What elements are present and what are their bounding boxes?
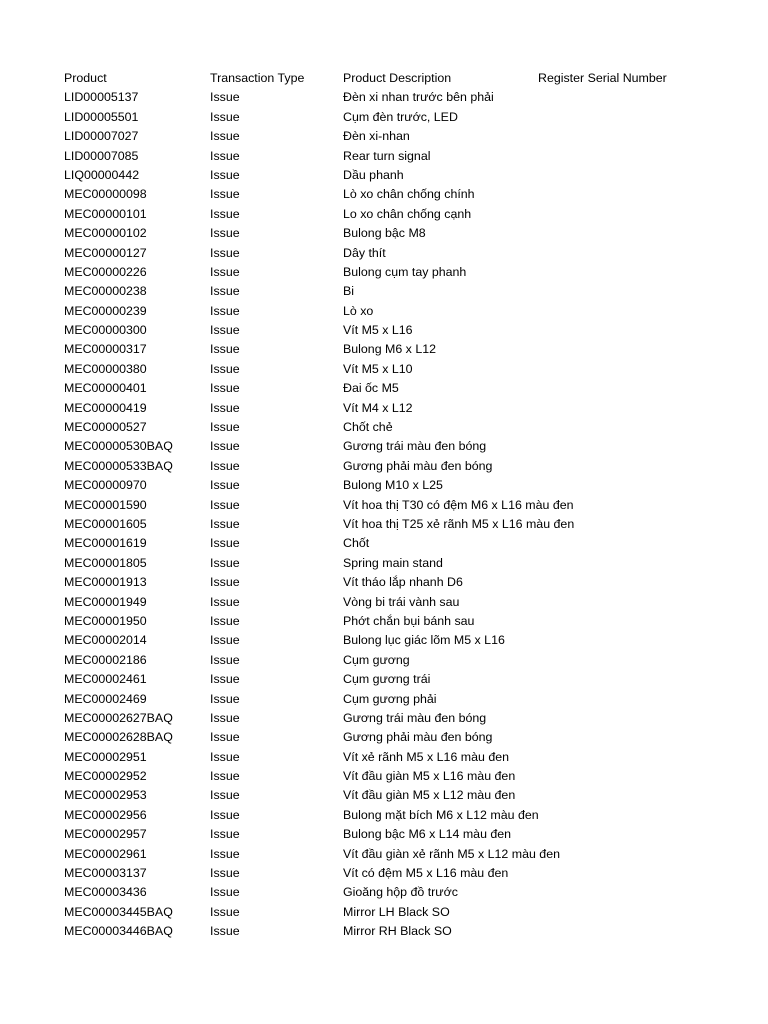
cell-transaction-type: Issue bbox=[210, 575, 240, 590]
cell-transaction-type: Issue bbox=[210, 691, 240, 706]
table-row bbox=[64, 748, 754, 767]
table-row bbox=[64, 496, 754, 515]
header-transaction-type: Transaction Type bbox=[210, 71, 305, 85]
cell-product: MEC00002956 bbox=[64, 807, 147, 822]
cell-product: LID00005501 bbox=[64, 109, 139, 124]
cell-product-description: Vít hoa thị T25 xẻ rãnh M5 x L16 màu đen bbox=[343, 516, 575, 531]
table-row bbox=[64, 612, 754, 631]
table-row bbox=[64, 282, 754, 301]
cell-product-description: Bulong M10 x L25 bbox=[343, 478, 443, 493]
table-row bbox=[64, 457, 754, 476]
table-row bbox=[64, 864, 754, 883]
cell-product-description: Chốt bbox=[343, 536, 370, 551]
cell-product: MEC00002627BAQ bbox=[64, 710, 173, 725]
cell-transaction-type: Issue bbox=[210, 129, 240, 144]
cell-transaction-type: Issue bbox=[210, 206, 240, 221]
cell-product-description: Cụm gương bbox=[343, 652, 410, 667]
cell-transaction-type: Issue bbox=[210, 904, 240, 919]
table-row bbox=[64, 224, 754, 243]
table-row bbox=[64, 205, 754, 224]
cell-transaction-type: Issue bbox=[210, 827, 240, 842]
cell-product-description: Đai ốc M5 bbox=[343, 381, 399, 396]
cell-product: MEC00001913 bbox=[64, 575, 147, 590]
cell-product-description: Cụm gương phải bbox=[343, 691, 437, 706]
cell-transaction-type: Issue bbox=[210, 226, 240, 241]
table-row bbox=[64, 670, 754, 689]
cell-transaction-type: Issue bbox=[210, 342, 240, 357]
cell-product: MEC00002014 bbox=[64, 633, 147, 648]
cell-product: MEC00001805 bbox=[64, 555, 147, 570]
table-row bbox=[64, 825, 754, 844]
cell-transaction-type: Issue bbox=[210, 749, 240, 764]
cell-product: MEC00003137 bbox=[64, 866, 147, 881]
cell-transaction-type: Issue bbox=[210, 187, 240, 202]
cell-transaction-type: Issue bbox=[210, 148, 240, 163]
cell-product: MEC00000127 bbox=[64, 245, 147, 260]
cell-product-description: Vít đầu giàn M5 x L16 màu đen bbox=[343, 769, 516, 784]
cell-transaction-type: Issue bbox=[210, 381, 240, 396]
cell-product-description: Mirror LH Black SO bbox=[343, 904, 450, 919]
cell-product: MEC00003436 bbox=[64, 885, 147, 900]
cell-product: MEC00000527 bbox=[64, 420, 147, 435]
table-row bbox=[64, 554, 754, 573]
cell-transaction-type: Issue bbox=[210, 420, 240, 435]
table-row bbox=[64, 922, 754, 941]
cell-transaction-type: Issue bbox=[210, 885, 240, 900]
cell-transaction-type: Issue bbox=[210, 323, 240, 338]
cell-transaction-type: Issue bbox=[210, 866, 240, 881]
table-row bbox=[64, 399, 754, 418]
table-row bbox=[64, 767, 754, 786]
cell-product: MEC00000098 bbox=[64, 187, 147, 202]
table-row bbox=[64, 379, 754, 398]
cell-product-description: Bulong M6 x L12 bbox=[343, 342, 436, 357]
cell-product: MEC00000533BAQ bbox=[64, 458, 173, 473]
table-row bbox=[64, 515, 754, 534]
table-row bbox=[64, 360, 754, 379]
cell-product-description: Đèn xi-nhan bbox=[343, 129, 410, 144]
cell-product-description: Vít M4 x L12 bbox=[343, 400, 413, 415]
table-row bbox=[64, 690, 754, 709]
table-body bbox=[64, 88, 754, 941]
cell-transaction-type: Issue bbox=[210, 652, 240, 667]
cell-transaction-type: Issue bbox=[210, 284, 240, 299]
cell-product-description: Cụm đèn trước, LED bbox=[343, 109, 458, 124]
cell-product: LIQ00000442 bbox=[64, 167, 140, 182]
table-row bbox=[64, 573, 754, 592]
cell-product-description: Cụm gương trái bbox=[343, 672, 431, 687]
table-row bbox=[64, 806, 754, 825]
cell-product-description: Lo xo chân chống cạnh bbox=[343, 206, 472, 221]
cell-product: MEC00001605 bbox=[64, 516, 147, 531]
header-register-serial-number: Register Serial Number bbox=[538, 71, 667, 85]
cell-product: MEC00002461 bbox=[64, 672, 147, 687]
cell-product-description: Gương phải màu đen bóng bbox=[343, 730, 493, 745]
cell-product: MEC00000419 bbox=[64, 400, 147, 415]
cell-product: MEC00002186 bbox=[64, 652, 147, 667]
cell-product-description: Gương phải màu đen bóng bbox=[343, 458, 493, 473]
cell-product-description: Gương trái màu đen bóng bbox=[343, 439, 487, 454]
cell-product-description: Vít M5 x L10 bbox=[343, 361, 413, 376]
table-row bbox=[64, 147, 754, 166]
table-row bbox=[64, 903, 754, 922]
cell-product: MEC00000401 bbox=[64, 381, 147, 396]
cell-transaction-type: Issue bbox=[210, 730, 240, 745]
cell-product-description: Đèn xi nhan trước bên phải bbox=[343, 90, 494, 105]
cell-transaction-type: Issue bbox=[210, 109, 240, 124]
cell-transaction-type: Issue bbox=[210, 613, 240, 628]
cell-product: MEC00001590 bbox=[64, 497, 147, 512]
cell-product-description: Bi bbox=[343, 284, 355, 299]
table-row bbox=[64, 244, 754, 263]
cell-product-description: Vít đầu giàn xẻ rãnh M5 x L12 màu đen bbox=[343, 846, 560, 861]
table-row bbox=[64, 728, 754, 747]
cell-transaction-type: Issue bbox=[210, 516, 240, 531]
cell-transaction-type: Issue bbox=[210, 536, 240, 551]
cell-product-description: Vít đầu giàn M5 x L12 màu đen bbox=[343, 788, 516, 803]
table-row bbox=[64, 185, 754, 204]
cell-transaction-type: Issue bbox=[210, 264, 240, 279]
table-row bbox=[64, 709, 754, 728]
cell-transaction-type: Issue bbox=[210, 90, 240, 105]
table-row bbox=[64, 302, 754, 321]
cell-product: MEC00002469 bbox=[64, 691, 147, 706]
spreadsheet-table bbox=[64, 69, 754, 942]
cell-product: MEC00001949 bbox=[64, 594, 147, 609]
cell-product: MEC00000300 bbox=[64, 323, 147, 338]
cell-transaction-type: Issue bbox=[210, 439, 240, 454]
cell-product: MEC00001619 bbox=[64, 536, 147, 551]
cell-product: MEC00000380 bbox=[64, 361, 147, 376]
cell-product: LID00007085 bbox=[64, 148, 139, 163]
cell-product: LID00007027 bbox=[64, 129, 139, 144]
cell-transaction-type: Issue bbox=[210, 672, 240, 687]
cell-product-description: Rear turn signal bbox=[343, 148, 431, 163]
cell-product-description: Spring main stand bbox=[343, 555, 443, 570]
cell-product-description: Bulong lục giác lõm M5 x L16 bbox=[343, 633, 505, 648]
cell-transaction-type: Issue bbox=[210, 245, 240, 260]
cell-product: MEC00001950 bbox=[64, 613, 147, 628]
table-row bbox=[64, 321, 754, 340]
cell-product-description: Gioăng hộp đồ trước bbox=[343, 885, 458, 900]
cell-transaction-type: Issue bbox=[210, 710, 240, 725]
cell-transaction-type: Issue bbox=[210, 594, 240, 609]
cell-product: MEC00000238 bbox=[64, 284, 147, 299]
table-row bbox=[64, 476, 754, 495]
cell-product-description: Mirror RH Black SO bbox=[343, 924, 452, 939]
cell-transaction-type: Issue bbox=[210, 167, 240, 182]
cell-product: MEC00000317 bbox=[64, 342, 147, 357]
cell-product: MEC00000970 bbox=[64, 478, 147, 493]
table-row bbox=[64, 534, 754, 553]
cell-transaction-type: Issue bbox=[210, 478, 240, 493]
cell-transaction-type: Issue bbox=[210, 633, 240, 648]
cell-transaction-type: Issue bbox=[210, 807, 240, 822]
cell-product-description: Lò xo bbox=[343, 303, 374, 318]
cell-transaction-type: Issue bbox=[210, 846, 240, 861]
header-product: Product bbox=[64, 71, 107, 85]
table-row bbox=[64, 651, 754, 670]
cell-transaction-type: Issue bbox=[210, 361, 240, 376]
table-row bbox=[64, 593, 754, 612]
cell-product-description: Vít có đệm M5 x L16 màu đen bbox=[343, 866, 509, 881]
cell-product: MEC00003446BAQ bbox=[64, 924, 173, 939]
cell-product: MEC00002628BAQ bbox=[64, 730, 173, 745]
cell-product: LID00005137 bbox=[64, 90, 139, 105]
cell-product: MEC00002953 bbox=[64, 788, 147, 803]
table-row bbox=[64, 166, 754, 185]
cell-product: MEC00002951 bbox=[64, 749, 147, 764]
table-row bbox=[64, 786, 754, 805]
cell-product-description: Bulong mặt bích M6 x L12 màu đen bbox=[343, 807, 539, 822]
cell-product: MEC00003445BAQ bbox=[64, 904, 173, 919]
header-product-description: Product Description bbox=[343, 71, 452, 85]
cell-product: MEC00000101 bbox=[64, 206, 147, 221]
table-row bbox=[64, 437, 754, 456]
table-row bbox=[64, 845, 754, 864]
cell-transaction-type: Issue bbox=[210, 788, 240, 803]
cell-transaction-type: Issue bbox=[210, 769, 240, 784]
cell-product: MEC00002957 bbox=[64, 827, 147, 842]
cell-product: MEC00000226 bbox=[64, 264, 147, 279]
table-row bbox=[64, 263, 754, 282]
cell-transaction-type: Issue bbox=[210, 303, 240, 318]
cell-product-description: Chốt chẻ bbox=[343, 420, 393, 435]
table-row bbox=[64, 418, 754, 437]
cell-product-description: Bulong bậc M6 x L14 màu đen bbox=[343, 827, 512, 842]
cell-product-description: Bulong bậc M8 bbox=[343, 226, 426, 241]
cell-product: MEC00002961 bbox=[64, 846, 147, 861]
cell-transaction-type: Issue bbox=[210, 924, 240, 939]
cell-product-description: Vòng bi trái vành sau bbox=[343, 594, 460, 609]
cell-product-description: Dầu phanh bbox=[343, 167, 404, 182]
cell-transaction-type: Issue bbox=[210, 497, 240, 512]
table-row bbox=[64, 108, 754, 127]
cell-product: MEC00002952 bbox=[64, 769, 147, 784]
cell-product-description: Bulong cụm tay phanh bbox=[343, 264, 467, 279]
cell-transaction-type: Issue bbox=[210, 400, 240, 415]
header-row bbox=[64, 69, 754, 88]
cell-product-description: Vít M5 x L16 bbox=[343, 323, 413, 338]
cell-product: MEC00000530BAQ bbox=[64, 439, 173, 454]
cell-product: MEC00000102 bbox=[64, 226, 147, 241]
cell-product: MEC00000239 bbox=[64, 303, 147, 318]
cell-transaction-type: Issue bbox=[210, 555, 240, 570]
cell-product-description: Phớt chắn bụi bánh sau bbox=[343, 613, 475, 628]
table-row bbox=[64, 631, 754, 650]
cell-product-description: Vít xẻ rãnh M5 x L16 màu đen bbox=[343, 749, 509, 764]
table-row bbox=[64, 88, 754, 107]
cell-product-description: Gương trái màu đen bóng bbox=[343, 710, 487, 725]
cell-product-description: Lò xo chân chống chính bbox=[343, 187, 475, 202]
table-row bbox=[64, 883, 754, 902]
cell-transaction-type: Issue bbox=[210, 458, 240, 473]
cell-product-description: Vít hoa thị T30 có đệm M6 x L16 màu đen bbox=[343, 497, 574, 512]
cell-product-description: Dây thít bbox=[343, 245, 386, 260]
table-row bbox=[64, 127, 754, 146]
cell-product-description: Vít tháo lắp nhanh D6 bbox=[343, 575, 463, 590]
table-row bbox=[64, 340, 754, 359]
